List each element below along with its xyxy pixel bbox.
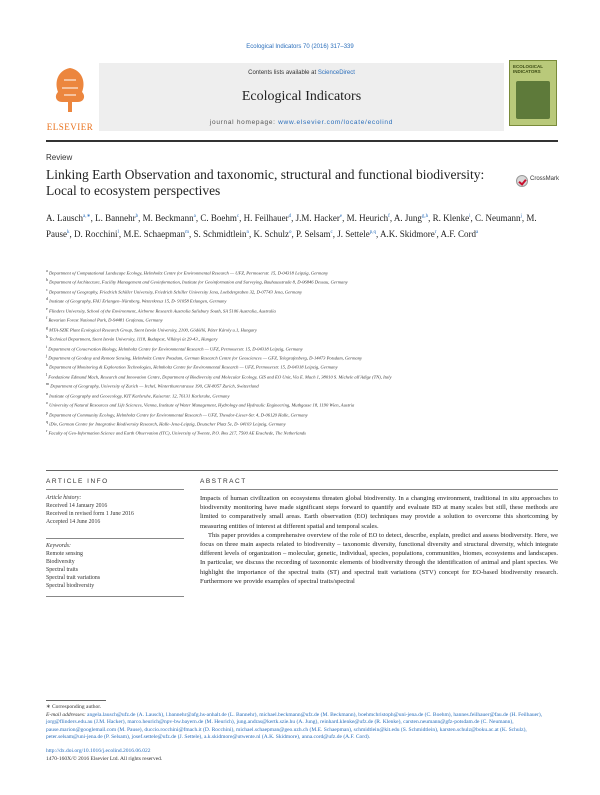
article-info-rule (46, 489, 184, 490)
affiliation (46, 362, 546, 371)
author-affiliation-mark[interactable]: g,h (421, 214, 429, 219)
abstract-rule (200, 489, 558, 490)
author-affiliation-mark[interactable]: i (469, 214, 471, 219)
keywords (46, 542, 184, 590)
crossmark-label: CrossMark (530, 176, 560, 182)
article-history (46, 494, 184, 526)
author[interactable]: J. Settele (337, 228, 370, 239)
affiliation-mark: p (46, 409, 48, 415)
affiliation-mark: d (46, 296, 48, 302)
history-label: Article history: (46, 495, 82, 501)
affiliation-text: Department of Computational Landscape Ecology, Helmholtz Centre for Environmental Research — UFZ, Permoserstr. 15, D-04318 Leipzig, Germany (48, 270, 328, 276)
affiliation-mark: k (46, 362, 48, 368)
doi-link[interactable]: http://dx.doi.org/10.1016/j.ecolind.2016.06.022 (46, 747, 151, 754)
article-title: Linking Earth Observation and taxonomic, structural and functional biodiversity: Local to ecosystem perspectives (46, 167, 485, 198)
author-affiliation-mark[interactable]: f (388, 214, 390, 219)
affiliation-text: Department of Geography, Friedrich Schiller University, Friedrich Schiller University Jena, Loebdergraben 32, D-07743 Jena, Germany (48, 289, 303, 295)
author-affiliation-mark[interactable]: j (520, 214, 522, 219)
author-list: A. Lausch$^{a,∗}$, L. Bannehr$^b$, M. Beckmann$^a$, C. Boehm$^c$, H. Feilhauer$^d$, J.M. Hacker$^e$, M. Heurich$^f$, A. Jung$^{g,h}$, R. Klenke$^i$, C. Neumann$^j$, M. Pause$^k$, D. Rocchini$^l$, M.E. Schaepman$^m$, S. Schmidtlein$^n$, K. Schulz$^o$, P. Selsam$^c$, J. Settele$^{p,q}$, A.K. Skidmore$^r$, A.F. Cord$^a$ (46, 213, 537, 239)
affiliation (46, 419, 546, 428)
affiliation (46, 344, 546, 353)
author-affiliation-mark[interactable]: b (135, 214, 139, 219)
publisher-name: ELSEVIER (46, 122, 94, 132)
article-info-heading: ARTICLE INFO (46, 478, 109, 485)
affiliation (46, 315, 546, 324)
affiliation-mark: a (46, 268, 48, 273)
revised-date: Received in revised form 1 June 2016 (46, 511, 134, 517)
homepage-line (99, 119, 504, 126)
abstract-paragraph: Impacts of human civilization on ecosystems threaten global biodiversity. In a changing environment, traditional in situ approaches to biodiversity monitoring have made significant steps forward to quantify and evaluate BD at many scales but still, these methods are limited to comparatively small areas. Earth observation (EO) techniques may provide a solution to overcome this shortcoming by measuring entities of interest at different spatial and temporal scales. (200, 495, 558, 530)
affiliation-text: iDiv, German Centre for Integrative Biodiversity Research, Halle-Jena-Leipzig, Deutscher Platz 5e, D- 04103 Leipzig, Germany (49, 421, 286, 427)
homepage-link[interactable]: www.elsevier.com/locate/ecolind (278, 119, 394, 126)
journal-cover-thumbnail[interactable] (509, 60, 557, 126)
affiliation-mark: f (46, 315, 48, 321)
emails-label: E-mail addresses: (46, 711, 88, 718)
author-affiliation-mark[interactable]: m (185, 229, 190, 235)
affiliation-mark: m (46, 381, 50, 387)
affiliation-mark: n (46, 390, 48, 396)
affiliation-text: Technical Department, Szent István University, 1118, Budapest, Villányi út 29-43., Hungary (49, 336, 218, 342)
affiliation (46, 353, 546, 362)
author[interactable]: R. Klenke (432, 213, 470, 223)
affiliation (46, 296, 546, 305)
footnote-rule (46, 700, 106, 701)
affiliation-text: Institute of Geography, FAU Erlangen–Nürnberg, Wetterkreuz 15, D- 91058 Erlangen, Germany (49, 298, 227, 304)
affiliation-text: MTA-SZIE Plant Ecological Research Group, Szent István University, 2100, Gödöllő, Páter Károly u.1, Hungary (49, 327, 257, 333)
affiliation-mark: b (46, 277, 48, 283)
affiliation-mark: g (46, 324, 48, 330)
affiliation-mark: e (46, 305, 48, 311)
keywords-rule (46, 538, 184, 539)
author[interactable]: C. Neumann (474, 213, 521, 223)
author[interactable]: A. Lausch (46, 213, 83, 223)
affiliation-mark: h (46, 334, 48, 340)
journal-reference[interactable]: Ecological Indicators 70 (2016) 317–339 (246, 44, 354, 50)
article-info-end-rule (46, 596, 184, 597)
author[interactable]: L. Bannehr (95, 213, 136, 223)
affiliation (46, 277, 546, 286)
homepage-prefix: journal homepage: (209, 119, 279, 126)
author-affiliation-mark[interactable]: k (67, 229, 70, 235)
affiliation (46, 410, 546, 419)
author[interactable]: K. Schulz (253, 228, 290, 239)
affiliation (46, 372, 546, 381)
copyright: 1470-160X/© 2016 Elsevier Ltd. All rights reserved. (46, 755, 163, 762)
affiliation (46, 334, 546, 343)
affiliation (46, 287, 546, 296)
cover-image (516, 81, 550, 119)
affiliation-mark: c (46, 286, 48, 292)
cover-title: ECOLOGICAL INDICATORS (513, 64, 543, 74)
author-affiliation-mark[interactable]: a (193, 214, 196, 219)
accepted-date: Accepted 14 June 2016 (46, 519, 101, 525)
crossmark-icon (516, 175, 528, 187)
affiliation-text: Department of Conservation Biology, Helmholtz Centre for Environmental Research — UFZ, Permoserstr. 15, D-04318 Leipzig, Germany (48, 346, 303, 352)
abstract-paragraph: This paper provides a comprehensive overview of the role of EO to detect, describe, explain, predict and assess biodiversity. Here, we focus on three main aspects related to biodiversity – taxonomic diversity, functional diversity and structural diversity, which integrate different levels of organization – molecular, genetic, individual, species, populations, communities, biomes, ecosystems and landscapes. In particular, we discuss the recording of taxonomic elements of biodiversity through the identification of animal and plant species. We highlight the importance of the spectral traits (ST) and spectral trait variations (STV) concept for EO-based biodiversity research. Furthermore we provide examples of spectral traits/spectral (200, 531, 558, 585)
affiliation (46, 381, 546, 390)
contents-prefix: Contents lists available at (248, 70, 318, 76)
contents-line (99, 70, 504, 76)
keyword: Remote sensing (46, 551, 83, 557)
author[interactable]: A. Jung (393, 213, 422, 223)
affiliation (46, 400, 546, 409)
affiliation (46, 268, 546, 277)
author[interactable]: A.K. Skidmore (380, 228, 435, 239)
article-type: Review (46, 153, 73, 162)
author-affiliation-mark[interactable]: l (117, 229, 119, 235)
elsevier-tree-icon (50, 62, 90, 114)
keyword: Spectral biodiversity (46, 583, 95, 589)
abstract-heading: ABSTRACT (200, 478, 247, 485)
author[interactable]: S. Schmidtlein (193, 228, 247, 239)
author[interactable]: M. Beckmann (142, 213, 194, 223)
author-affiliation-mark[interactable]: d (288, 214, 292, 219)
affiliation-text: Institute of Geography and Geoecology, KIT Karlsruhe, Kaiserstr. 12, 76131 Karlsruhe, Germany (49, 393, 230, 399)
affiliation-list (46, 268, 546, 438)
author-affiliation-mark[interactable]: o (289, 229, 292, 235)
affiliation-text: Faculty of Geo-Information Science and Earth Observation (ITC), University of Twente, P.O. Box 217, 7500 AE Enschede, The Netherlands (48, 430, 306, 436)
affiliation-mark: r (46, 428, 48, 434)
author-affiliation-mark[interactable]: a,∗ (83, 214, 91, 219)
received-date: Received 14 January 2016 (46, 503, 108, 509)
corresponding-author: ∗ Corresponding author. (46, 704, 102, 710)
affiliation-text: Department of Monitoring & Exploration Technologies, Helmholtz Centre for Environmental Research — UFZ, Permoserstr. 15, D-04318 Leipzig, Germany (49, 364, 338, 370)
affiliation-text: Department of Geography, University of Zurich — Irchel, Winterthurerstrasse 190, CH-8057 Zurich, Switzerland (50, 383, 259, 389)
affiliation-text: Flinders University, School of the Environment, Airborne Research Australia Salisbury South, SA 5106 Australia, Australia (48, 308, 276, 314)
journal-title: Ecological Indicators (241, 89, 362, 104)
keyword: Biodiversity (46, 559, 75, 565)
elsevier-logo[interactable] (46, 60, 94, 132)
affiliation-text: University of Natural Resources and Life Sciences, Vienna, Institute of Water Management, Hydrology and Hydraulic Engineering, Muthgasse 18, 1190 Wien, Austria (49, 402, 355, 408)
journal-banner (99, 63, 504, 131)
affiliation-text: Bavarian Forest National Park, D-94481 Grafenau, Germany (48, 317, 163, 323)
section-rule (46, 470, 558, 471)
author-affiliation-mark[interactable]: p,q (369, 229, 377, 235)
author[interactable]: M.E. Schaepman (123, 228, 186, 239)
abstract-body (200, 494, 558, 586)
affiliation-mark: l (46, 371, 48, 377)
author[interactable]: H. Feilhauer (243, 213, 289, 223)
emails-list[interactable]: angela.lausch@ufz.de (A. Lausch), l.bannehr@afg.hs-anhalt.de (L. Bannehr), michael.beckmann@ufz.de (M. Beckmann), boehmchristoph@uni-jena.de (C. Boehm), hannes.feilhauer@fau.de (H. Feilhauer), jorg@flinders.edu.au (J.M. Hacker), marco.heurich@npv-bw.bayern.de (M. Heurich), jung.andras@kertk.szie.hu (A. Jung), reinhard.klenke@ufz.de (R. Klenke), carsten.neumann@gfz-potsdam.de (C. Neumann), pause.marion@googlemail.com (M. Pause), duccio.rocchini@fmach.it (D. Rocchini), michael.schaepman@geo.uzh.ch (M.E. Schaepman), schmidtlein@kit.edu (S. Schmidtlein), karsten.schulz@boku.ac.at (K. Schulz), peter.selsam@uni-jena.de (P. Selsam), josef.settele@ufz.de (J. Settele), a.k.skidmore@utwente.nl (A.K. Skidmore), anna.cord@ufz.de (A.F. Cord). (46, 711, 543, 741)
affiliation-text: Department of Architecture, Facility Management and Geoinformation, Institute for Geoinformation and Surveying, Bauhausstraße 8, D-06846 Dessau, Germany (49, 279, 348, 285)
affiliation-mark: j (46, 352, 48, 358)
author-affiliation-mark[interactable]: n (246, 229, 250, 235)
author-affiliation-mark[interactable]: e (339, 214, 343, 219)
email-addresses (46, 712, 556, 742)
keyword: Spectral trait variations (46, 575, 101, 581)
author-affiliation-mark[interactable]: r (434, 229, 437, 235)
sciencedirect-link[interactable]: ScienceDirect (317, 70, 355, 76)
footnote (46, 700, 556, 763)
author[interactable]: P. Selsam (296, 228, 331, 239)
crossmark-badge[interactable] (516, 172, 560, 194)
author[interactable]: M. Pause (46, 213, 537, 239)
affiliation-text: Department of Community Ecology, Helmholtz Centre for Environmental Research — UFZ, Theodor-Lieser-Str. 4, D-06120 Halle, Germany (49, 412, 308, 418)
author-affiliation-mark[interactable]: c (330, 229, 333, 235)
affiliation-mark: i (46, 343, 48, 349)
header-rule (46, 140, 558, 142)
journal-header (46, 60, 558, 135)
author[interactable]: M. Heurich (346, 213, 389, 223)
author[interactable]: D. Rocchini (74, 228, 118, 239)
affiliation-text: Fondazione Edmund Mach, Research and Innovation Centre, Department of Biodiversity and Molecular Ecology, GIS and EO Unit, Via E. Mach 1, 38010 S. Michele all'Adige (TN), Italy (48, 374, 392, 380)
author[interactable]: A.F. Cord (440, 228, 477, 239)
author-affiliation-mark[interactable]: c (236, 214, 240, 219)
author-affiliation-mark[interactable]: a (476, 229, 479, 235)
affiliation (46, 428, 546, 437)
affiliation-mark: o (46, 400, 48, 406)
affiliation (46, 391, 546, 400)
keywords-label: Keywords: (46, 543, 71, 549)
author[interactable]: C. Boehm (200, 213, 237, 223)
author[interactable]: J.M. Hacker (295, 213, 340, 223)
affiliation (46, 325, 546, 334)
affiliation-text: Department of Geodesy and Remote Sensing, Helmholtz Centre Potsdam, German Research Centre for Geosciences — GFZ, Telegrafenberg, D-14473 Potsdam, Germany (48, 355, 363, 361)
affiliation-mark: q (46, 419, 48, 424)
affiliation (46, 306, 546, 315)
keyword: Spectral traits (46, 567, 79, 573)
